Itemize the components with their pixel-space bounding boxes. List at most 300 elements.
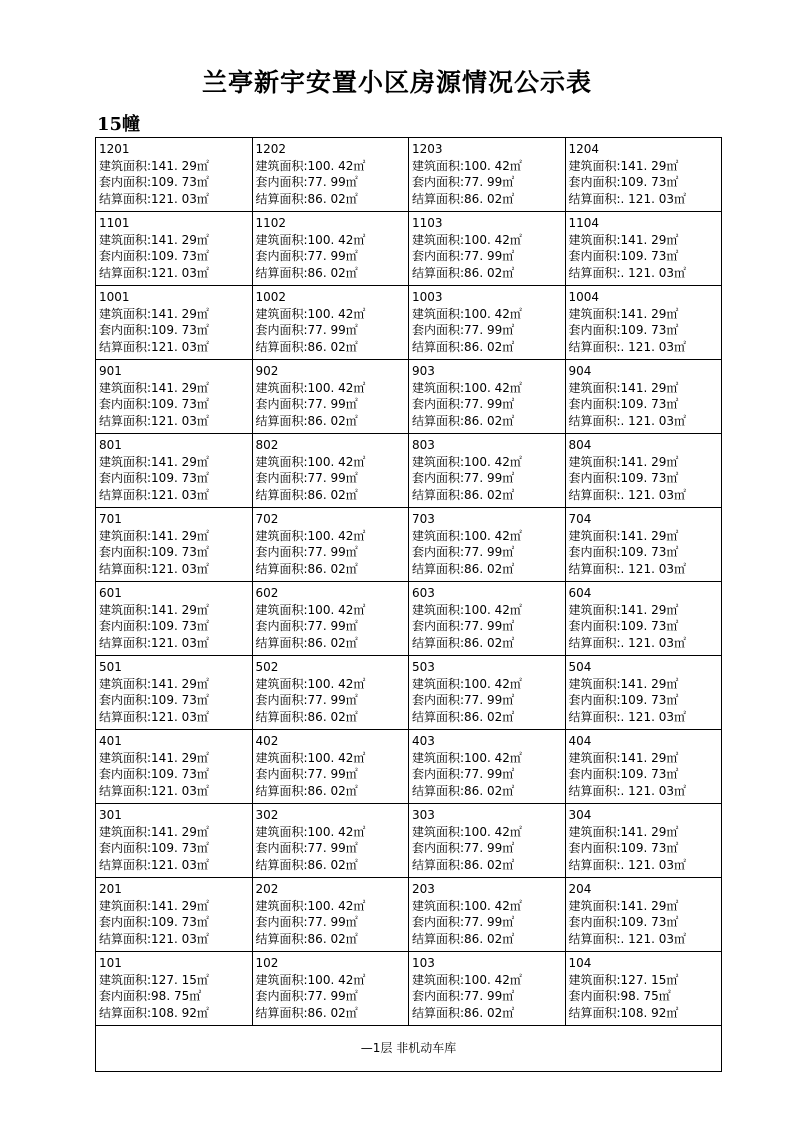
area-value-gross: 100. 42㎡ [464, 676, 522, 691]
area-label-gross: 建筑面积: [99, 898, 152, 913]
area-label-settle: 结算面积: [255, 487, 308, 502]
area-label-gross: 建筑面积: [412, 306, 465, 321]
page-title: 兰亭新宇安置小区房源情况公示表 [201, 68, 592, 97]
area-label-inner: 套内面积: [255, 989, 308, 1003]
area-value-gross: 141. 29㎡ [151, 232, 209, 247]
unit-number: 1203 [412, 142, 443, 156]
area-line-gross [412, 898, 565, 915]
area-label-gross: 建筑面积: [99, 158, 152, 173]
area-label-settle: 结算面积: [255, 635, 308, 650]
unit-cell [252, 138, 409, 212]
area-line-gross [256, 158, 409, 175]
area-value-inner: 98. 75㎡ [620, 989, 671, 1003]
area-label-inner: 套内面积: [568, 767, 621, 781]
area-value-settle: 86. 02㎡ [464, 709, 515, 724]
area-value-inner: 77. 99㎡ [464, 249, 515, 263]
unit-cell [565, 212, 722, 286]
area-value-inner: 77. 99㎡ [464, 545, 515, 559]
unit-cell [409, 582, 566, 656]
area-line-settle [412, 709, 565, 726]
area-line-gross [412, 306, 565, 323]
area-value-gross: 141. 29㎡ [151, 602, 209, 617]
area-value-settle: 86. 02㎡ [307, 561, 358, 576]
area-line-gross [256, 898, 409, 915]
area-label-settle: 结算面积: [412, 487, 465, 502]
area-value-inner: 77. 99㎡ [464, 693, 515, 707]
area-line-inner [569, 470, 722, 487]
area-label-inner: 套内面积: [568, 175, 621, 189]
unit-table [95, 137, 722, 1072]
area-line-gross [569, 232, 722, 249]
area-value-gross: 100. 42㎡ [464, 750, 522, 765]
unit-cell [565, 656, 722, 730]
area-label-gross: 建筑面积: [568, 602, 621, 617]
unit-number: 602 [255, 586, 279, 600]
area-line-inner [256, 766, 409, 783]
unit-number: 601 [99, 586, 122, 600]
area-line-settle [569, 561, 722, 578]
unit-cell [96, 286, 253, 360]
area-line-gross [99, 380, 252, 397]
unit-cell [252, 952, 409, 1026]
area-label-settle: 结算面积: [255, 339, 308, 354]
unit-cell [565, 138, 722, 212]
area-value-settle: 121. 03㎡ [151, 709, 209, 724]
area-value-settle: 86. 02㎡ [307, 931, 358, 946]
table-row [96, 582, 722, 656]
area-line-settle [256, 561, 409, 578]
area-value-gross: 127. 15㎡ [620, 972, 679, 987]
area-value-gross: 141. 29㎡ [620, 454, 679, 469]
area-value-settle: 86. 02㎡ [464, 561, 515, 576]
area-value-inner: 109. 73㎡ [620, 619, 679, 633]
area-line-gross [99, 602, 252, 619]
area-value-inner: 77. 99㎡ [307, 841, 358, 855]
area-line-gross [99, 750, 252, 767]
area-value-gross: 100. 42㎡ [307, 750, 366, 765]
unit-cell [96, 730, 253, 804]
area-value-gross: 141. 29㎡ [620, 602, 679, 617]
area-value-inner: 77. 99㎡ [307, 545, 358, 559]
area-value-settle: 121. 03㎡ [151, 339, 209, 354]
area-value-inner: 77. 99㎡ [307, 397, 358, 411]
area-line-settle [256, 783, 409, 800]
unit-table-body [96, 138, 722, 1072]
area-line-settle [256, 339, 409, 356]
area-value-gross: 141. 29㎡ [620, 232, 679, 247]
unit-number: 603 [412, 586, 435, 600]
area-line-settle [256, 857, 409, 874]
area-line-inner [569, 322, 722, 339]
area-value-inner: 109. 73㎡ [151, 841, 209, 855]
area-line-inner [412, 914, 565, 931]
unit-cell [409, 508, 566, 582]
area-value-gross: 141. 29㎡ [620, 898, 679, 913]
area-label-gross: 建筑面积: [255, 232, 308, 247]
area-label-gross: 建筑面积: [568, 380, 621, 395]
area-label-settle: 结算面积: [568, 783, 621, 798]
area-line-gross [412, 232, 565, 249]
area-label-gross: 建筑面积: [255, 676, 308, 691]
unit-cell [409, 138, 566, 212]
area-value-inner: 109. 73㎡ [620, 323, 679, 337]
area-line-settle [569, 709, 722, 726]
unit-number: 1201 [99, 142, 130, 156]
unit-cell [409, 360, 566, 434]
unit-cell [252, 212, 409, 286]
area-value-inner: 77. 99㎡ [307, 767, 358, 781]
area-line-settle [412, 191, 565, 208]
area-value-inner: 77. 99㎡ [307, 471, 358, 485]
area-value-gross: 141. 29㎡ [151, 306, 209, 321]
unit-number: 902 [255, 364, 279, 378]
area-line-inner [256, 618, 409, 635]
area-line-gross [256, 454, 409, 471]
area-line-gross [256, 750, 409, 767]
table-row [96, 804, 722, 878]
area-label-settle: 结算面积: [412, 1005, 465, 1020]
unit-number: 404 [568, 734, 592, 748]
area-line-gross [256, 602, 409, 619]
unit-number: 1104 [568, 216, 600, 230]
area-value-gross: 100. 42㎡ [307, 972, 366, 987]
area-line-settle [412, 931, 565, 948]
area-label-settle: 结算面积: [568, 709, 621, 724]
area-line-inner [412, 248, 565, 265]
area-label-settle: 结算面积: [412, 191, 465, 206]
area-value-gross: 100. 42㎡ [464, 158, 522, 173]
area-label-inner: 套内面积: [255, 693, 308, 707]
area-value-inner: 109. 73㎡ [620, 545, 679, 559]
area-line-gross [569, 602, 722, 619]
area-line-settle [99, 339, 252, 356]
area-value-gross: 100. 42㎡ [464, 898, 522, 913]
area-line-settle [99, 561, 252, 578]
area-line-inner [412, 840, 565, 857]
table-row [96, 286, 722, 360]
area-label-settle: 结算面积: [99, 265, 152, 280]
unit-number: 704 [568, 512, 592, 526]
area-label-settle: 结算面积: [412, 561, 465, 576]
area-value-inner: 109. 73㎡ [620, 471, 679, 485]
area-line-gross [569, 158, 722, 175]
area-label-settle: 结算面积: [568, 487, 621, 502]
area-value-inner: 109. 73㎡ [620, 249, 679, 263]
area-value-settle: 86. 02㎡ [307, 1005, 358, 1020]
area-line-settle [412, 857, 565, 874]
area-line-settle [99, 783, 252, 800]
area-label-gross: 建筑面积: [99, 528, 152, 543]
area-line-inner [412, 396, 565, 413]
area-label-gross: 建筑面积: [255, 528, 308, 543]
area-line-inner [99, 470, 252, 487]
area-line-gross [99, 454, 252, 471]
area-line-gross [256, 676, 409, 693]
area-label-inner: 套内面积: [255, 915, 308, 929]
area-value-settle: 121. 03㎡ [151, 857, 209, 872]
area-label-gross: 建筑面积: [412, 232, 465, 247]
area-value-settle: 86. 02㎡ [464, 857, 515, 872]
area-value-inner: 77. 99㎡ [464, 841, 515, 855]
unit-number: 401 [99, 734, 122, 748]
area-line-gross [99, 972, 252, 989]
area-line-gross [412, 750, 565, 767]
area-value-settle: 86. 02㎡ [464, 191, 515, 206]
area-value-inner: 77. 99㎡ [307, 175, 358, 189]
area-line-gross [99, 528, 252, 545]
area-value-gross: 141. 29㎡ [620, 380, 679, 395]
unit-number: 104 [568, 956, 592, 970]
area-label-gross: 建筑面积: [99, 750, 152, 765]
area-value-gross: 100. 42㎡ [307, 232, 366, 247]
area-value-settle: . 121. 03㎡ [620, 265, 686, 280]
unit-number: 403 [412, 734, 435, 748]
area-line-inner [412, 322, 565, 339]
unit-number: 203 [412, 882, 435, 896]
area-label-inner: 套内面积: [99, 693, 152, 707]
area-value-gross: 141. 29㎡ [620, 676, 679, 691]
area-value-inner: 77. 99㎡ [464, 989, 515, 1003]
area-value-inner: 109. 73㎡ [620, 693, 679, 707]
area-value-gross: 141. 29㎡ [620, 750, 679, 765]
unit-number: 402 [255, 734, 279, 748]
area-label-gross: 建筑面积: [412, 972, 465, 987]
area-label-inner: 套内面积: [412, 249, 465, 263]
area-label-settle: 结算面积: [412, 783, 465, 798]
area-value-inner: 109. 73㎡ [620, 915, 679, 929]
area-line-inner [569, 174, 722, 191]
area-label-gross: 建筑面积: [255, 824, 308, 839]
unit-cell [252, 656, 409, 730]
area-value-settle: 86. 02㎡ [307, 339, 358, 354]
area-label-inner: 套内面积: [568, 249, 621, 263]
area-value-inner: 109. 73㎡ [620, 397, 679, 411]
area-label-settle: 结算面积: [255, 857, 308, 872]
area-label-gross: 建筑面积: [255, 602, 308, 617]
area-label-settle: 结算面积: [99, 487, 152, 502]
area-value-gross: 100. 42㎡ [307, 380, 366, 395]
area-line-settle [256, 487, 409, 504]
area-line-inner [99, 840, 252, 857]
area-value-inner: 77. 99㎡ [464, 767, 515, 781]
unit-number: 1102 [255, 216, 287, 230]
unit-number: 804 [568, 438, 592, 452]
area-value-settle: . 121. 03㎡ [620, 931, 686, 946]
unit-cell [565, 582, 722, 656]
area-value-settle: 121. 03㎡ [151, 265, 209, 280]
area-line-gross [99, 158, 252, 175]
area-value-settle: 121. 03㎡ [151, 561, 209, 576]
area-label-gross: 建筑面积: [412, 528, 465, 543]
unit-cell [252, 508, 409, 582]
unit-cell [96, 138, 253, 212]
unit-number: 604 [568, 586, 592, 600]
unit-cell [409, 804, 566, 878]
area-label-settle: 结算面积: [255, 709, 308, 724]
area-line-gross [412, 602, 565, 619]
area-line-inner [412, 618, 565, 635]
unit-number: 503 [412, 660, 435, 674]
unit-number: 702 [255, 512, 279, 526]
area-label-inner: 套内面积: [99, 249, 152, 263]
unit-number: 1202 [255, 142, 287, 156]
table-row [96, 508, 722, 582]
area-line-inner [256, 322, 409, 339]
area-value-settle: . 121. 03㎡ [620, 561, 686, 576]
unit-cell [252, 730, 409, 804]
area-line-settle [256, 931, 409, 948]
area-label-settle: 结算面积: [568, 1005, 621, 1020]
unit-number: 504 [568, 660, 592, 674]
area-label-settle: 结算面积: [568, 265, 621, 280]
area-label-inner: 套内面积: [568, 989, 621, 1003]
area-value-settle: 86. 02㎡ [307, 265, 358, 280]
area-label-inner: 套内面积: [568, 545, 621, 559]
area-line-settle [256, 191, 409, 208]
area-line-inner [99, 692, 252, 709]
area-value-gross: 141. 29㎡ [620, 306, 679, 321]
area-label-gross: 建筑面积: [255, 750, 308, 765]
area-line-gross [99, 676, 252, 693]
unit-number: 903 [412, 364, 435, 378]
area-label-inner: 套内面积: [568, 619, 621, 633]
unit-number: 204 [568, 882, 592, 896]
area-label-gross: 建筑面积: [568, 898, 621, 913]
unit-number: 103 [412, 956, 435, 970]
area-value-inner: 77. 99㎡ [307, 693, 358, 707]
unit-number: 701 [99, 512, 122, 526]
area-value-inner: 77. 99㎡ [307, 323, 358, 337]
unit-cell [409, 656, 566, 730]
area-label-inner: 套内面积: [412, 323, 465, 337]
area-value-settle: 86. 02㎡ [464, 265, 515, 280]
unit-number: 1002 [255, 290, 287, 304]
area-label-inner: 套内面积: [412, 619, 465, 633]
area-label-gross: 建筑面积: [99, 676, 152, 691]
unit-cell [96, 804, 253, 878]
unit-cell [565, 878, 722, 952]
area-label-settle: 结算面积: [255, 1005, 308, 1020]
area-value-inner: 77. 99㎡ [307, 619, 358, 633]
area-value-gross: 100. 42㎡ [307, 898, 366, 913]
unit-cell [409, 730, 566, 804]
area-line-inner [256, 914, 409, 931]
area-value-gross: 100. 42㎡ [307, 676, 366, 691]
unit-number: 302 [255, 808, 279, 822]
unit-number: 102 [255, 956, 279, 970]
area-line-gross [99, 306, 252, 323]
area-line-inner [99, 618, 252, 635]
unit-number: 803 [412, 438, 435, 452]
area-label-settle: 结算面积: [255, 561, 308, 576]
area-line-settle [99, 709, 252, 726]
unit-number: 502 [255, 660, 279, 674]
area-line-settle [256, 635, 409, 652]
area-label-gross: 建筑面积: [568, 676, 621, 691]
unit-cell [409, 952, 566, 1026]
area-line-settle [569, 191, 722, 208]
unit-cell [565, 952, 722, 1026]
area-label-gross: 建筑面积: [568, 454, 621, 469]
area-value-settle: 86. 02㎡ [307, 191, 358, 206]
area-label-settle: 结算面积: [255, 265, 308, 280]
unit-number: 802 [255, 438, 279, 452]
area-line-inner [412, 692, 565, 709]
area-line-inner [569, 914, 722, 931]
area-line-inner [569, 766, 722, 783]
area-value-settle: 121. 03㎡ [151, 487, 209, 502]
area-line-gross [569, 528, 722, 545]
area-value-inner: 77. 99㎡ [464, 471, 515, 485]
area-value-gross: 100. 42㎡ [464, 602, 522, 617]
area-line-settle [569, 635, 722, 652]
area-label-settle: 结算面积: [255, 413, 308, 428]
area-label-inner: 套内面积: [99, 323, 152, 337]
area-label-inner: 套内面积: [255, 175, 308, 189]
area-line-gross [256, 232, 409, 249]
area-value-settle: . 121. 03㎡ [620, 339, 686, 354]
area-value-inner: 77. 99㎡ [464, 619, 515, 633]
area-label-inner: 套内面积: [412, 175, 465, 189]
area-line-settle [412, 635, 565, 652]
unit-cell [96, 360, 253, 434]
area-label-gross: 建筑面积: [568, 232, 621, 247]
area-value-settle: 86. 02㎡ [464, 635, 515, 650]
unit-cell [409, 878, 566, 952]
area-value-settle: 86. 02㎡ [464, 487, 515, 502]
area-label-inner: 套内面积: [255, 249, 308, 263]
area-line-gross [412, 824, 565, 841]
area-label-settle: 结算面积: [412, 265, 465, 280]
area-line-inner [99, 396, 252, 413]
area-value-gross: 100. 42㎡ [464, 306, 522, 321]
area-value-inner: 109. 73㎡ [151, 915, 209, 929]
area-value-gross: 141. 29㎡ [620, 528, 679, 543]
area-label-inner: 套内面积: [412, 471, 465, 485]
area-label-gross: 建筑面积: [568, 972, 621, 987]
area-value-settle: 121. 03㎡ [151, 783, 209, 798]
area-line-settle [569, 265, 722, 282]
area-line-inner [412, 766, 565, 783]
area-value-settle: . 121. 03㎡ [620, 413, 686, 428]
area-label-inner: 套内面积: [255, 841, 308, 855]
area-label-settle: 结算面积: [255, 931, 308, 946]
unit-cell [96, 508, 253, 582]
area-value-gross: 100. 42㎡ [464, 454, 522, 469]
area-value-gross: 141. 29㎡ [620, 824, 679, 839]
area-label-gross: 建筑面积: [99, 380, 152, 395]
area-label-gross: 建筑面积: [568, 750, 621, 765]
area-label-settle: 结算面积: [99, 931, 152, 946]
unit-number: 801 [99, 438, 122, 452]
area-label-inner: 套内面积: [255, 545, 308, 559]
area-label-inner: 套内面积: [568, 397, 621, 411]
area-line-inner [256, 544, 409, 561]
unit-number: 1001 [99, 290, 130, 304]
area-value-settle: 86. 02㎡ [464, 1005, 515, 1020]
area-line-settle [569, 487, 722, 504]
area-value-inner: 98. 75㎡ [151, 989, 202, 1003]
area-value-settle: 86. 02㎡ [307, 857, 358, 872]
area-line-settle [412, 265, 565, 282]
area-label-settle: 结算面积: [412, 413, 465, 428]
area-value-settle: . 121. 03㎡ [620, 635, 686, 650]
area-line-inner [256, 840, 409, 857]
area-value-settle: 121. 03㎡ [151, 191, 209, 206]
area-value-gross: 100. 42㎡ [464, 380, 522, 395]
area-line-settle [569, 783, 722, 800]
table-row [96, 730, 722, 804]
